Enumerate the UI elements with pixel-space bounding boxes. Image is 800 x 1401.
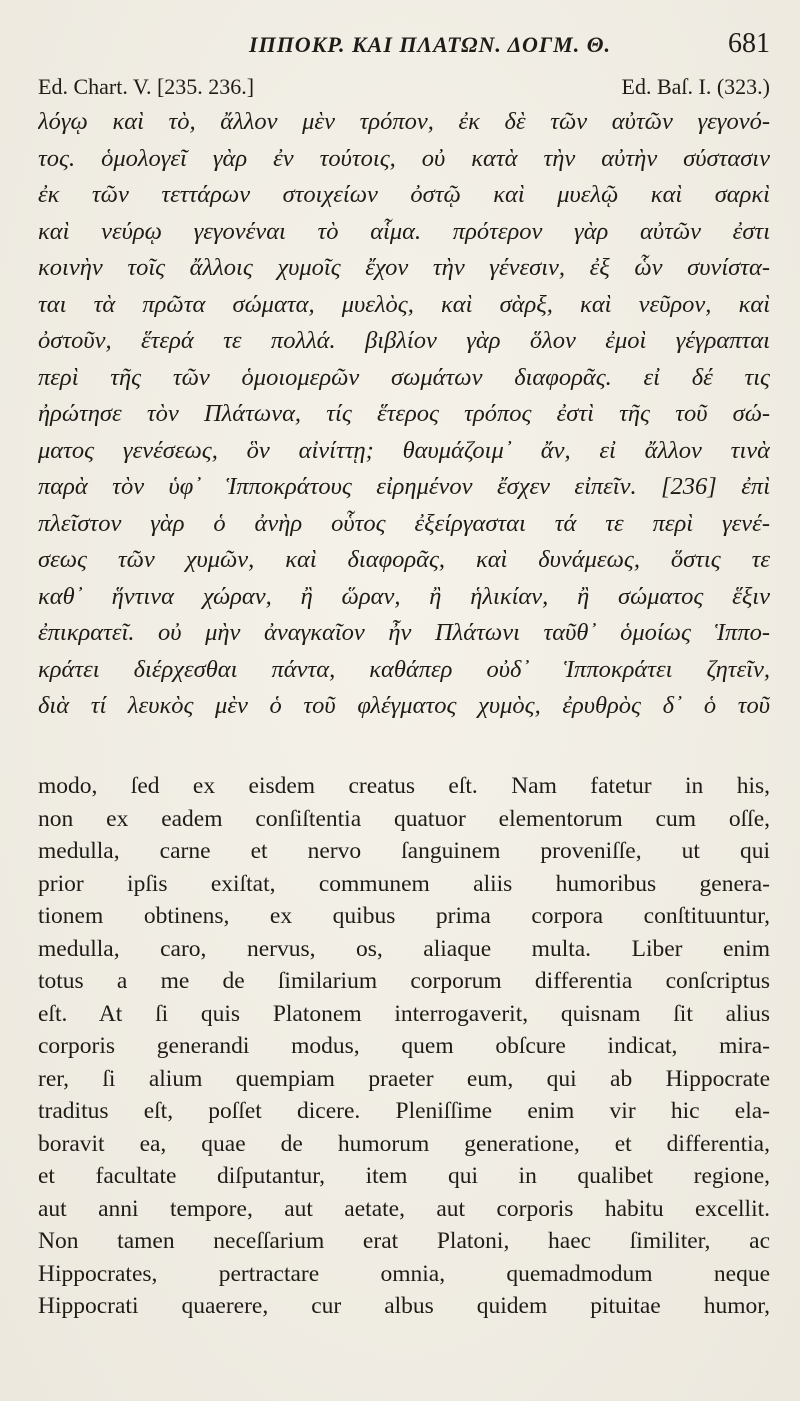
greek-line: τος. ὁμολογεῖ γὰρ ἐν τούτοις, οὐ κατὰ τὴν αὐτὴν σύστασιν <box>38 144 770 172</box>
greek-line: διὰ τί λευκὸς μὲν ὁ τοῦ φλέγματος χυμὸς, ἐρυθρὸς δ᾽ ὁ τοῦ <box>38 692 770 719</box>
latin-line: eſt. At ſi quis Platonem interrogaverit, quisnam ſit alius <box>38 1000 770 1027</box>
latin-line: rer, ſi alium quempiam praeter eum, qui ab Hippocrate <box>38 1065 770 1092</box>
latin-line: tionem obtinens, ex quibus prima corpora conſtituuntur, <box>38 903 770 929</box>
greek-line: περὶ τῆς τῶν ὁμοιομερῶν σωμάτων διαφορᾶς. εἰ δέ τις <box>38 363 770 391</box>
greek-line: ὀστοῦν, ἕτερά τε πολλά. βιβλίον γὰρ ὅλον ἐμοὶ γέγραπται <box>38 327 770 354</box>
greek-line: ματος γενέσεως, ὃν αἰνίττῃ; θαυμάζοιμ᾽ ἄν, εἰ ἄλλον τινὰ <box>38 436 770 464</box>
greek-line: καὶ νεύρῳ γεγονέναι τὸ αἷμα. πρότερον γὰρ αὐτῶν ἐστι <box>38 217 770 245</box>
greek-text-block <box>38 104 770 725</box>
greek-line: παρὰ τὸν ὑφ᾽ Ἱπποκράτους εἰρημένον ἔσχεν εἰπεῖν. [236] ἐπὶ <box>38 473 770 500</box>
greek-line: καθ᾽ ἥντινα χώραν, ἢ ὥραν, ἢ ἡλικίαν, ἢ σώματος ἕξιν <box>38 582 770 610</box>
latin-text-block <box>38 770 770 1323</box>
greek-line: κοινὴν τοῖς ἄλλοις χυμοῖς ἔχον τὴν γένεσιν, ἐξ ὧν συνίστα- <box>38 254 770 281</box>
latin-line: boravit ea, quae de humorum generatione, et differentia, <box>38 1130 770 1157</box>
latin-line: et facultate diſputantur, item qui in qualibet regione, <box>38 1163 770 1189</box>
greek-line: πλεῖστον γὰρ ὁ ἀνὴρ οὗτος ἐξείργασται τά τε περὶ γενέ- <box>38 509 770 537</box>
latin-line: medulla, caro, nervus, os, aliaque multa. Liber enim <box>38 935 770 962</box>
greek-line: ἠρώτησε τὸν Πλάτωνα, τίς ἕτερος τρόπος ἐστὶ τῆς τοῦ σώ- <box>38 400 770 427</box>
page-number: 681 <box>728 28 770 59</box>
running-title: ΙΠΠΟΚΡ. ΚΑΙ ΠΛΑΤΩΝ. ΔΟΓΜ. Θ. <box>249 32 611 57</box>
latin-line: modo, ſed ex eisdem creatus eſt. Nam fatetur in his, <box>38 773 770 799</box>
latin-line: Hippocrates, pertractare omnia, quemadmodum neque <box>38 1260 770 1287</box>
greek-line: λόγῳ καὶ τὸ, ἄλλον μὲν τρόπον, ἐκ δὲ τῶν αὐτῶν γεγονό- <box>38 108 770 135</box>
latin-line: traditus eſt, poſſet dicere. Pleniſſime enim vir hic ela- <box>38 1098 770 1124</box>
latin-line: Non tamen neceſſarium erat Platoni, haec ſimiliter, ac <box>38 1228 770 1254</box>
greek-line: ἐκ τῶν τεττάρων στοιχείων ὀστῷ καὶ μυελῷ καὶ σαρκὶ <box>38 181 770 208</box>
greek-line: κράτει διέρχεσθαι πάντα, καθάπερ οὐδ᾽ Ἱπποκράτει ζητεῖν, <box>38 655 770 683</box>
greek-line: ἐπικρατεῖ. οὐ μὴν ἀναγκαῖον ἦν Πλάτωνι ταῦθ᾽ ὁμοίως Ἱππο- <box>38 619 770 646</box>
greek-line: ται τὰ πρῶτα σώματα, μυελὸς, καὶ σὰρξ, καὶ νεῦρον, καὶ <box>38 290 770 318</box>
latin-line: aut anni tempore, aut aetate, aut corporis habitu excellit. <box>38 1195 770 1222</box>
latin-line: prior ipſis exiſtat, communem aliis humoribus genera- <box>38 870 770 897</box>
latin-line: corporis generandi modus, quem obſcure indicat, mira- <box>38 1033 770 1059</box>
edition-reference-right: Ed. Baſ. I. (323.) <box>621 74 770 99</box>
latin-line: totus a me de ſimilarium corporum differentia conſcriptus <box>38 968 770 994</box>
latin-line: Hippocrati quaerere, cur albus quidem pituitae humor, <box>38 1293 770 1319</box>
greek-line: σεως τῶν χυμῶν, καὶ διαφορᾶς, καὶ δυνάμεως, ὅστις τε <box>38 546 770 573</box>
edition-reference-left: Ed. Chart. V. [235. 236.] <box>38 74 255 99</box>
latin-line: non ex eadem conſiſtentia quatuor elementorum cum oſſe, <box>38 805 770 832</box>
latin-line: medulla, carne et nervo ſanguinem proveniſſe, ut qui <box>38 838 770 864</box>
